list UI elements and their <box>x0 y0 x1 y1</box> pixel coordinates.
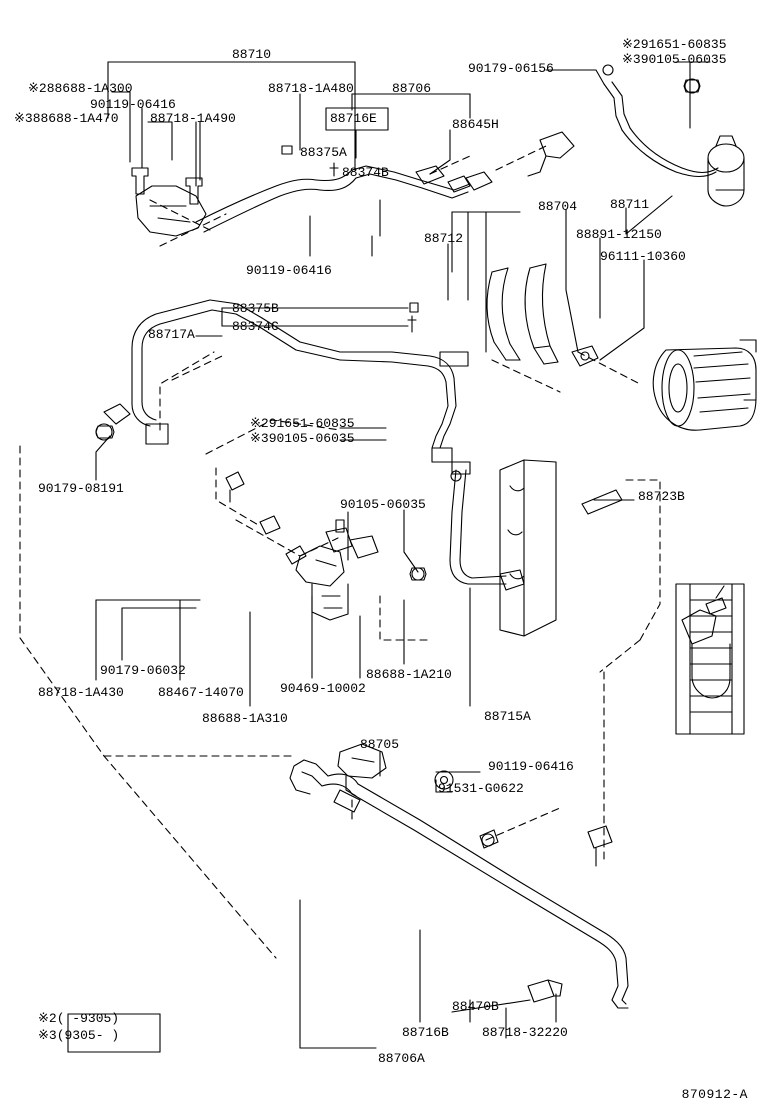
part-label-90119-06416-c: 90119-06416 <box>488 759 574 774</box>
part-label-288688-1A300: ※288688-1A300 <box>28 81 133 96</box>
part-label-88470B: 88470B <box>452 999 499 1014</box>
part-label-88705: 88705 <box>360 737 400 752</box>
part-label-388688-1A470: ※388688-1A470 <box>14 111 119 126</box>
part-label-90179-06032: 90179-06032 <box>100 663 186 678</box>
part-label-88717A: 88717A <box>148 327 195 342</box>
legend-notes <box>38 1010 119 1044</box>
part-label-88374B: 88374B <box>342 165 389 180</box>
diagram-footer-code: 870912-A <box>681 1087 748 1102</box>
part-label-88718-1A490: 88718-1A490 <box>150 111 236 126</box>
part-label-90179-08191: 90179-08191 <box>38 481 124 496</box>
part-label-88718-1A480: 88718-1A480 <box>268 81 354 96</box>
part-label-90469-10002: 90469-10002 <box>280 681 366 696</box>
part-label-91651-60835-top: ※291651-60835 <box>622 37 727 52</box>
legend-note-mark-2: ※2( <box>38 1011 65 1026</box>
part-label-88704: 88704 <box>538 199 578 214</box>
part-label-88375A: 88375A <box>300 145 347 160</box>
part-label-91531-G0622: 91531-G0622 <box>438 781 524 796</box>
part-label-88467-14070: 88467-14070 <box>158 685 244 700</box>
part-label-88375B: 88375B <box>232 301 279 316</box>
part-label-88710: 88710 <box>232 47 272 62</box>
part-label-88715A: 88715A <box>484 709 531 724</box>
part-label-88716B: 88716B <box>402 1025 449 1040</box>
part-label-88891-12150: 88891-12150 <box>576 227 662 242</box>
part-label-88718-32220: 88718-32220 <box>482 1025 568 1040</box>
part-label-88374C: 88374C <box>232 319 279 334</box>
part-label-90105-06035-top: ※390105-06035 <box>622 52 727 67</box>
part-label-88688-1A310: 88688-1A310 <box>202 711 288 726</box>
part-label-88723B: 88723B <box>638 489 685 504</box>
part-label-90119-06416-b: 90119-06416 <box>246 263 332 278</box>
part-label-96111-10360: 96111-10360 <box>600 249 686 264</box>
part-label-88716E: 88716E <box>330 111 377 126</box>
part-label-91651-60835-mid: ※291651-60835 <box>250 416 355 431</box>
part-label-90105-06035-low: 90105-06035 <box>340 497 426 512</box>
legend-note-text-2: -9305) <box>64 1011 120 1026</box>
part-label-88706A: 88706A <box>378 1051 425 1066</box>
part-label-90179-06156: 90179-06156 <box>468 61 554 76</box>
part-label-88718-1A430: 88718-1A430 <box>38 685 124 700</box>
part-label-88706: 88706 <box>392 81 432 96</box>
legend-note-mark-3: ※3(9305- <box>38 1028 104 1043</box>
part-label-88712: 88712 <box>424 231 464 246</box>
part-label-88645H: 88645H <box>452 117 499 132</box>
part-label-90105-06035-mid: ※390105-06035 <box>250 431 355 446</box>
legend-note-text-3: ) <box>103 1028 120 1043</box>
part-label-90119-06416-a: 90119-06416 <box>90 97 176 112</box>
part-label-88711: 88711 <box>610 197 650 212</box>
part-label-88688-1A210: 88688-1A210 <box>366 667 452 682</box>
